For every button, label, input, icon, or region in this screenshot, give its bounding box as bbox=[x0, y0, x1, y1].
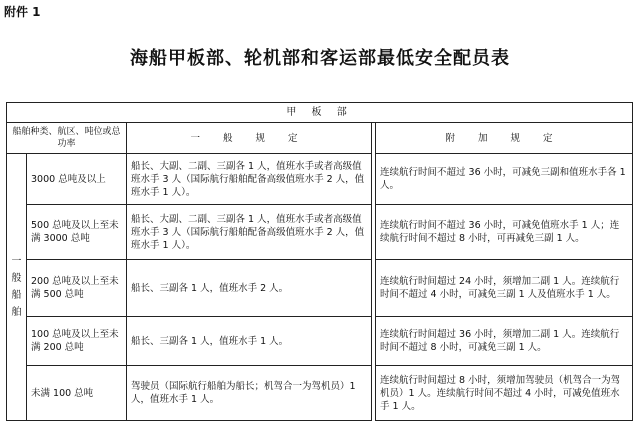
table-row bbox=[7, 260, 633, 317]
row-additional: 连续航行时间超过 8 小时，须增加驾驶员（机驾合一为驾机员）1 人。连续航行时间不超过 4 小时，可减免值班水手 1 人。 bbox=[376, 366, 633, 421]
row-additional: 连续航行时间不超过 36 小时，可减免值班水手 1 人；连续航行时间不超过 8 小时，可再减免三副 1 人。 bbox=[376, 205, 633, 260]
column-header-general: 一 般 规 定 bbox=[127, 123, 372, 154]
row-additional: 连续航行时间不超过 36 小时，可减免三副和值班水手各 1 人。 bbox=[376, 154, 633, 205]
row-category: 未满 100 总吨 bbox=[27, 366, 127, 421]
row-category: 3000 总吨及以上 bbox=[27, 154, 127, 205]
column-header-category: 船舶种类、航区、吨位或总功率 bbox=[7, 123, 127, 154]
table-row bbox=[7, 205, 633, 260]
table-row bbox=[7, 154, 633, 205]
column-header-row bbox=[7, 123, 633, 154]
row-general: 船长、三副各 1 人，值班水手 2 人。 bbox=[127, 260, 372, 317]
column-header-additional: 附 加 规 定 bbox=[376, 123, 633, 154]
table-row bbox=[7, 317, 633, 366]
row-category: 500 总吨及以上至未满 3000 总吨 bbox=[27, 205, 127, 260]
manning-table bbox=[6, 102, 633, 421]
row-general: 船长、大副、二副、三副各 1 人，值班水手或者高级值班水手 3 人（国际航行船舶配备高级值班水手 2 人，值班水手 1 人）。 bbox=[127, 154, 372, 205]
row-general: 船长、大副、二副、三副各 1 人，值班水手或者高级值班水手 3 人（国际航行船舶配备高级值班水手 2 人，值班水手 1 人）。 bbox=[127, 205, 372, 260]
section-header: 甲 板 部 bbox=[7, 103, 633, 123]
row-general: 船长、三副各 1 人，值班水手 1 人。 bbox=[127, 317, 372, 366]
row-category: 200 总吨及以上至未满 500 总吨 bbox=[27, 260, 127, 317]
annex-label: 附件 1 bbox=[4, 5, 41, 19]
side-label-general-ships bbox=[7, 154, 27, 421]
row-category: 100 总吨及以上至未满 200 总吨 bbox=[27, 317, 127, 366]
side-label-text: 一般船舶 bbox=[11, 256, 22, 318]
section-header-row bbox=[7, 103, 633, 123]
row-general: 驾驶员（国际航行船舶为船长；机驾合一为驾机员）1 人，值班水手 1 人。 bbox=[127, 366, 372, 421]
row-additional: 连续航行时间超过 36 小时，须增加二副 1 人。连续航行时间不超过 8 小时，可减免三副 1 人。 bbox=[376, 317, 633, 366]
table-row bbox=[7, 366, 633, 421]
row-additional: 连续航行时间超过 24 小时，须增加二副 1 人。连续航行时间不超过 4 小时，可减免三副 1 人及值班水手 1 人。 bbox=[376, 260, 633, 317]
page-title: 海船甲板部、轮机部和客运部最低安全配员表 bbox=[130, 48, 510, 69]
